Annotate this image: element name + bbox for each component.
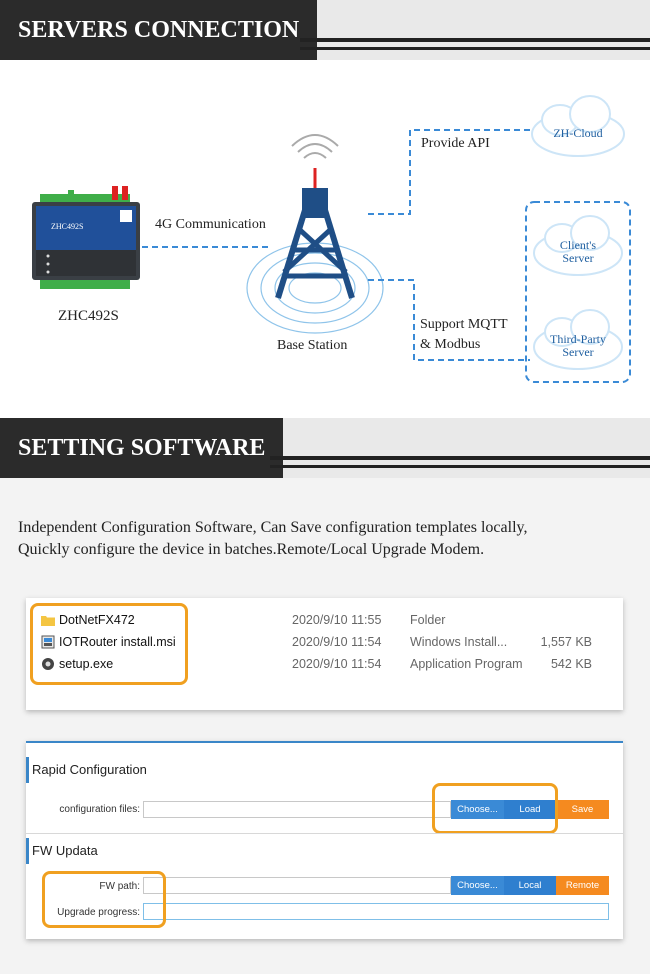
choose-config-button[interactable]: Choose... [451, 800, 504, 819]
banner-rule [270, 456, 650, 460]
device-image [32, 186, 140, 289]
file-size: 1,557 KB [540, 635, 592, 649]
section-banner-software [0, 418, 650, 478]
fw-path-label: FW path: [99, 881, 140, 892]
highlight-box [432, 783, 558, 834]
device-badge: ZHC492S [51, 222, 84, 231]
banner-rule [300, 47, 650, 50]
banner-rule [300, 38, 650, 42]
fw-update-title: FW Updata [32, 843, 98, 858]
fw-update-header [26, 834, 623, 868]
config-panel [26, 741, 623, 939]
highlight-box [30, 603, 188, 685]
api-label: Provide API [421, 136, 490, 151]
header-accent [26, 838, 29, 864]
section-title: SETTING SOFTWARE [0, 418, 283, 478]
signal-rings [247, 243, 383, 333]
upgrade-progress-bar [143, 903, 609, 920]
file-type: Folder [410, 613, 446, 627]
description-line: Independent Configuration Software, Can Save configuration templates locally, [18, 519, 528, 536]
cloud-client-label-2: Server [562, 251, 594, 265]
link-label: 4G Communication [155, 217, 266, 232]
cloud-third-label: Third-Party [550, 332, 606, 346]
diagram-graphics [0, 60, 650, 416]
file-type: Windows Install... [410, 635, 508, 649]
file-name: IOTRouter install.msi [59, 635, 176, 649]
modbus-label: & Modbus [420, 337, 481, 352]
load-button[interactable]: Load [504, 800, 556, 819]
file-size: 542 KB [550, 657, 592, 671]
file-date: 2020/9/10 11:54 [292, 635, 382, 649]
highlight-box [42, 871, 166, 928]
file-name: setup.exe [59, 657, 114, 671]
header-accent [26, 757, 29, 783]
cloud-zh-label: ZH-Cloud [553, 126, 603, 140]
rapid-config-title: Rapid Configuration [32, 762, 147, 777]
wifi-icon [292, 135, 338, 158]
upgrade-progress-label: Upgrade progress: [57, 907, 140, 918]
mqtt-label: Support MQTT [420, 317, 508, 332]
file-date: 2020/9/10 11:54 [292, 657, 382, 671]
section-title: SERVERS CONNECTION [0, 0, 317, 60]
banner-rule [270, 465, 650, 468]
file-date: 2020/9/10 11:55 [292, 613, 382, 627]
section-banner-servers [0, 0, 650, 60]
file-name: DotNetFX472 [59, 613, 135, 627]
fw-path-input[interactable] [143, 877, 451, 894]
device-label: ZHC492S [58, 308, 119, 324]
save-button[interactable]: Save [556, 800, 609, 819]
file-type: Application Program [410, 657, 523, 671]
config-files-label: configuration files: [59, 804, 140, 815]
config-files-input[interactable] [143, 801, 451, 818]
description-line: Quickly configure the device in batches.Remote/Local Upgrade Modem. [18, 541, 485, 558]
cloud-client-label: Client's [559, 238, 597, 252]
software-description [18, 517, 638, 561]
choose-fw-button[interactable]: Choose... [451, 876, 504, 895]
rapid-config-header [26, 753, 623, 787]
station-label: Base Station [277, 338, 348, 353]
remote-button[interactable]: Remote [556, 876, 609, 895]
connection-diagram [0, 60, 650, 416]
file-explorer-panel [26, 598, 623, 710]
local-button[interactable]: Local [504, 876, 556, 895]
cloud-third-label-2: Server [562, 345, 594, 359]
